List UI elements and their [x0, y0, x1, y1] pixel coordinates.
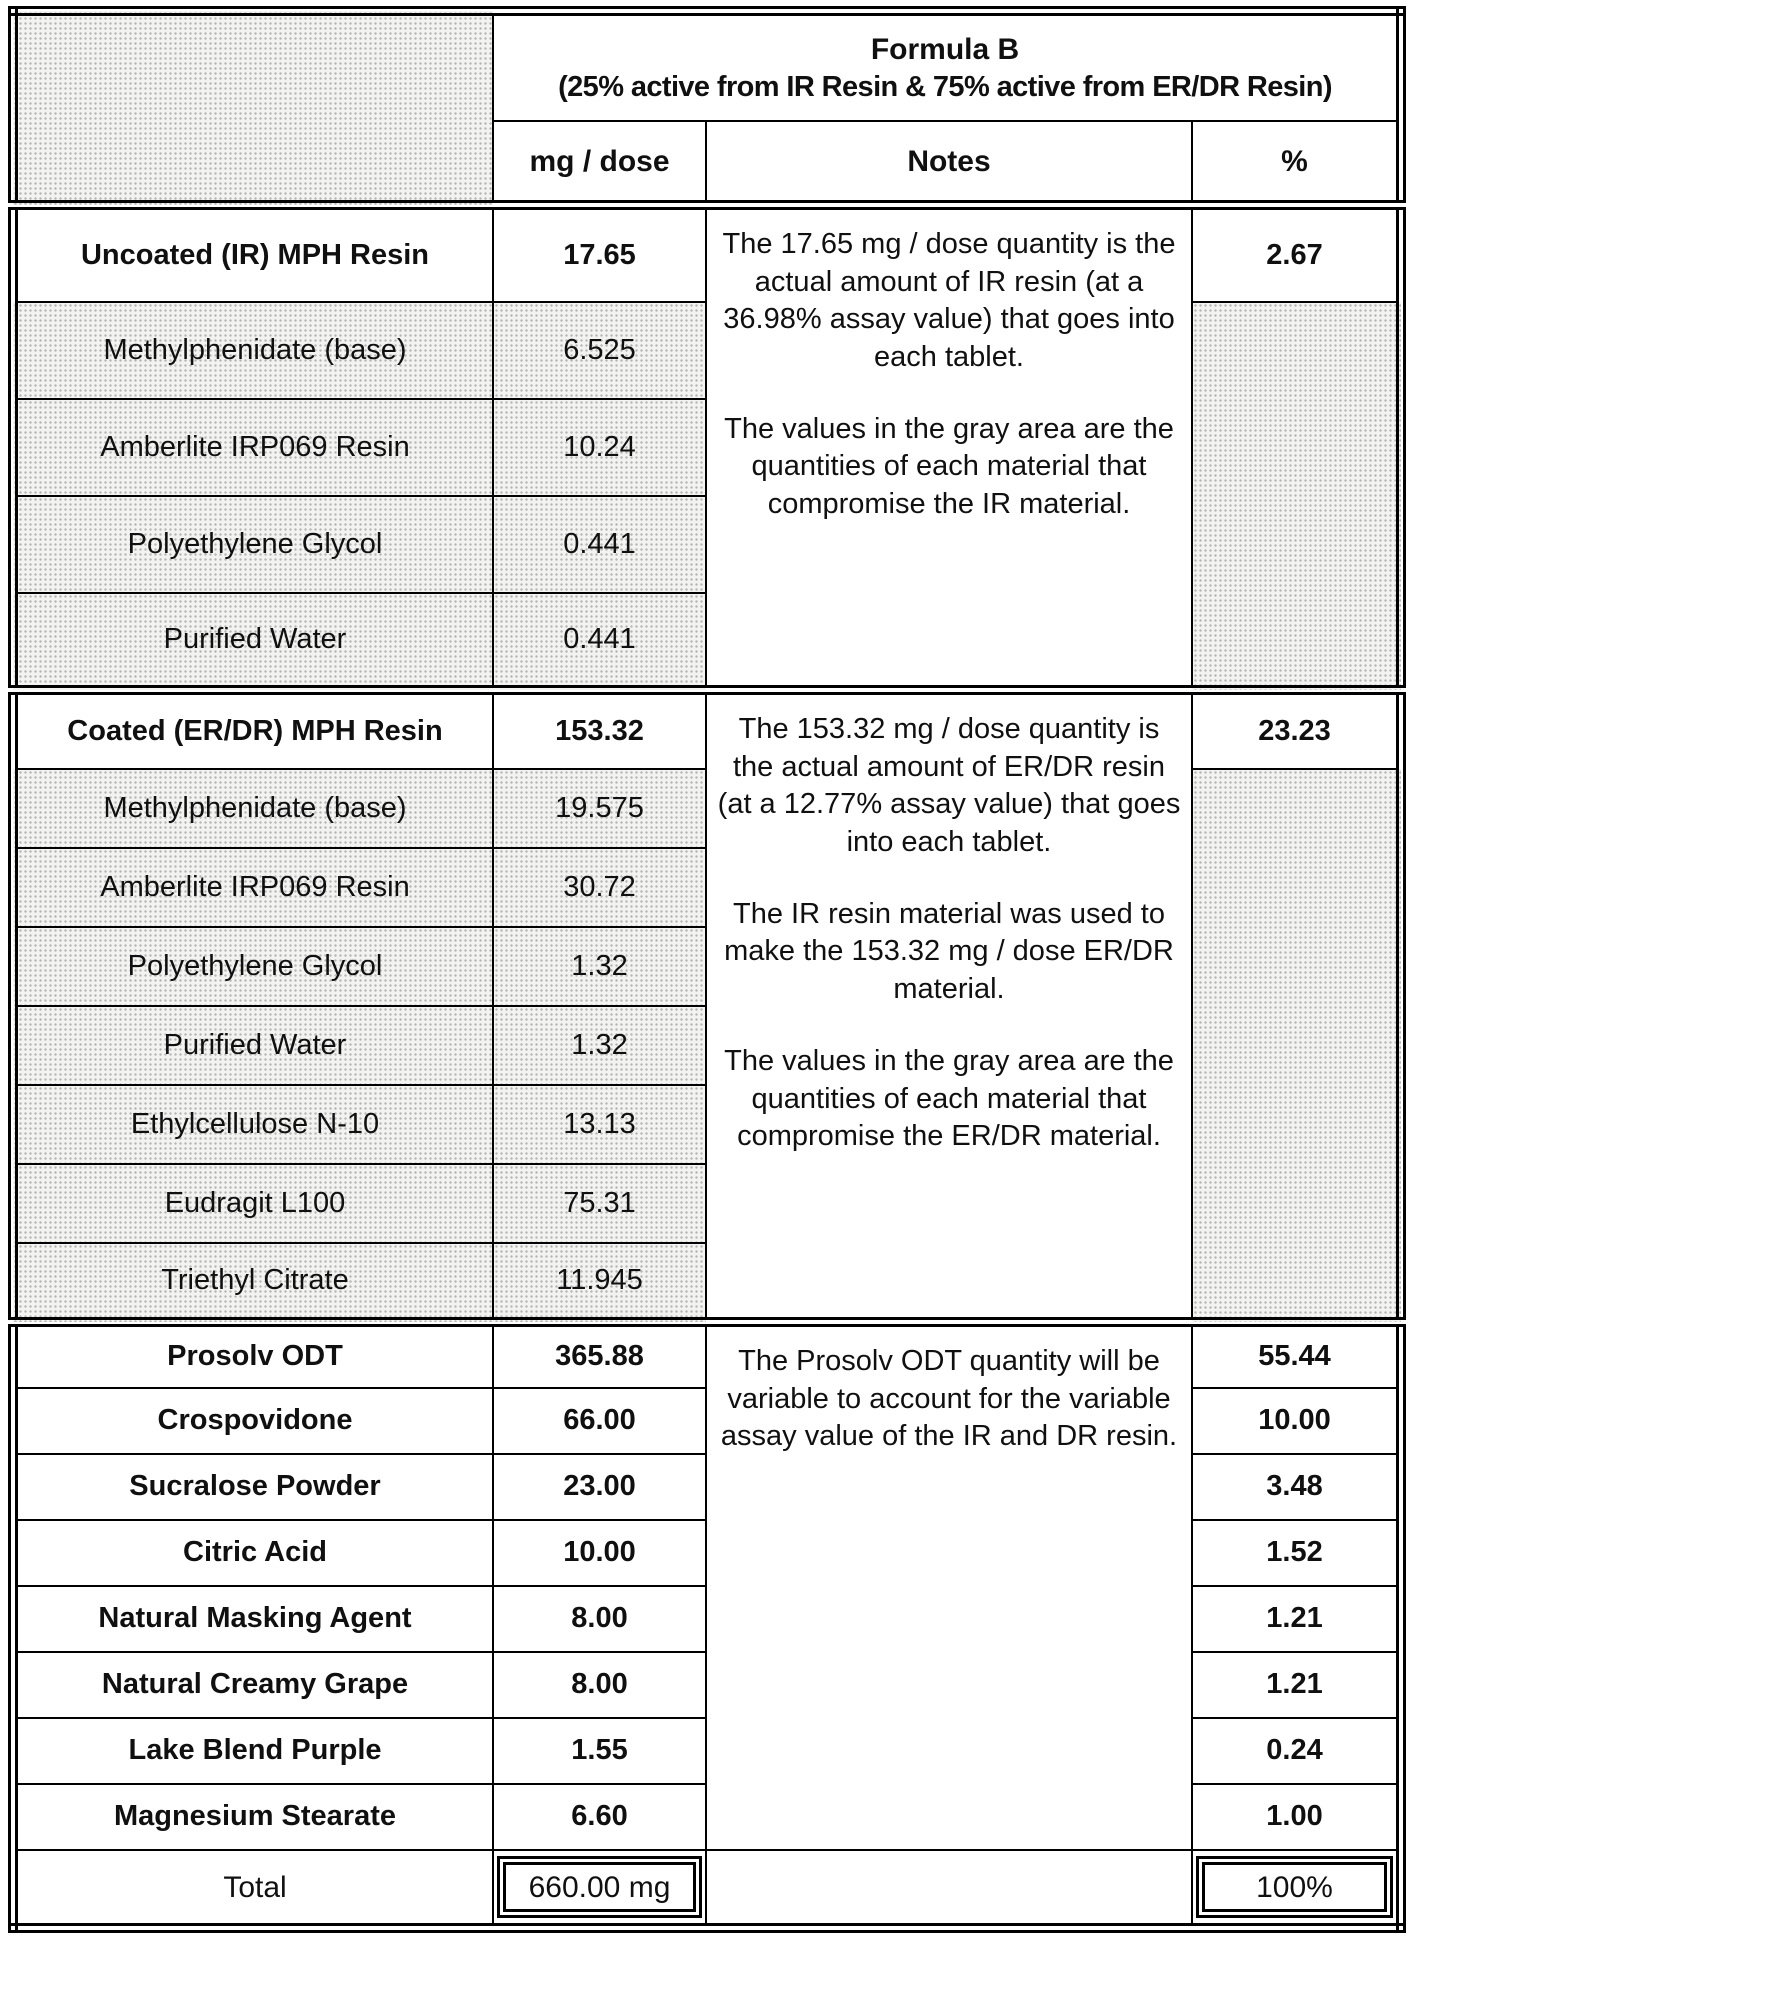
ingredient-name: Coated (ER/DR) MPH Resin — [13, 690, 493, 769]
ingredient-name: Natural Creamy Grape — [13, 1652, 493, 1718]
ingredient-name: Amberlite IRP069 Resin — [13, 399, 493, 496]
total-mg-cell — [493, 1850, 706, 1928]
mg-per-dose-value: 10.24 — [493, 399, 706, 496]
mg-per-dose-value: 0.441 — [493, 496, 706, 593]
table-row — [13, 205, 1401, 302]
mg-per-dose-value: 1.32 — [493, 927, 706, 1006]
mg-per-dose-value: 23.00 — [493, 1454, 706, 1520]
mg-per-dose-value: 1.32 — [493, 1006, 706, 1085]
section-excipients — [13, 1322, 1401, 1850]
percent-value: 1.00 — [1192, 1784, 1401, 1850]
mg-per-dose-value: 6.525 — [493, 302, 706, 399]
total-percent-cell — [1192, 1850, 1401, 1928]
percent-value: 1.52 — [1192, 1520, 1401, 1586]
title-row — [13, 11, 1401, 121]
note-paragraph: The values in the gray area are the quantities of each material that compromise the ER/DR material. — [724, 1044, 1174, 1153]
note-paragraph: The 153.32 mg / dose quantity is the actual amount of ER/DR resin (at a 12.77% assay value) that goes into each tablet. — [717, 713, 1181, 859]
percent-value: 55.44 — [1192, 1322, 1401, 1388]
total-percent-value: 100% — [1196, 1856, 1393, 1918]
section-erdr-resin — [13, 690, 1401, 1322]
ingredient-name: Triethyl Citrate — [13, 1243, 493, 1322]
total-notes-empty-cell — [706, 1850, 1192, 1928]
percent-value: 10.00 — [1192, 1388, 1401, 1454]
table-row — [13, 1322, 1401, 1388]
table-title-cell — [493, 11, 1401, 121]
mg-per-dose-value: 0.441 — [493, 593, 706, 690]
section-excipients-notes — [706, 1322, 1192, 1850]
total-row — [13, 1850, 1401, 1928]
section-ir-resin — [13, 205, 1401, 690]
mg-per-dose-value: 10.00 — [493, 1520, 706, 1586]
note-paragraph: The Prosolv ODT quantity will be variable to account for the variable assay value of the IR and DR resin. — [720, 1345, 1178, 1453]
ingredient-name: Citric Acid — [13, 1520, 493, 1586]
percent-value: 0.24 — [1192, 1718, 1401, 1784]
mg-per-dose-value: 19.575 — [493, 769, 706, 848]
mg-per-dose-value: 30.72 — [493, 848, 706, 927]
percent-gray-area — [1192, 302, 1401, 690]
total-mg-value: 660.00 mg — [497, 1856, 702, 1918]
ingredient-name: Methylphenidate (base) — [13, 769, 493, 848]
ingredient-name: Polyethylene Glycol — [13, 496, 493, 593]
mg-per-dose-value: 66.00 — [493, 1388, 706, 1454]
percent-gray-area — [1192, 769, 1401, 1322]
ingredient-name: Crospovidone — [13, 1388, 493, 1454]
percent-value: 1.21 — [1192, 1652, 1401, 1718]
title-line1: Formula B — [870, 32, 1020, 66]
total-label: Total — [13, 1850, 493, 1928]
col-header-notes: Notes — [706, 121, 1192, 205]
ingredient-name: Sucralose Powder — [13, 1454, 493, 1520]
mg-per-dose-value: 11.945 — [493, 1243, 706, 1322]
percent-value: 1.21 — [1192, 1586, 1401, 1652]
corner-gray-cell — [13, 11, 493, 205]
scanned-formula-sheet — [8, 6, 1406, 1933]
ingredient-name: Ethylcellulose N-10 — [13, 1085, 493, 1164]
mg-per-dose-value: 6.60 — [493, 1784, 706, 1850]
mg-per-dose-value: 8.00 — [493, 1586, 706, 1652]
percent-value: 3.48 — [1192, 1454, 1401, 1520]
section-erdr-notes — [706, 690, 1192, 1322]
ingredient-name: Natural Masking Agent — [13, 1586, 493, 1652]
formula-b-table — [8, 6, 1406, 1933]
mg-per-dose-value: 75.31 — [493, 1164, 706, 1243]
table-header — [13, 11, 1401, 205]
note-paragraph: The IR resin material was used to make the 153.32 mg / dose ER/DR material. — [724, 897, 1174, 1006]
ingredient-name: Uncoated (IR) MPH Resin — [13, 205, 493, 302]
mg-per-dose-value: 13.13 — [493, 1085, 706, 1164]
ingredient-name: Purified Water — [13, 1006, 493, 1085]
ingredient-name: Prosolv ODT — [13, 1322, 493, 1388]
mg-per-dose-value: 8.00 — [493, 1652, 706, 1718]
ingredient-name: Amberlite IRP069 Resin — [13, 848, 493, 927]
mg-per-dose-value: 17.65 — [493, 205, 706, 302]
ingredient-name: Magnesium Stearate — [13, 1784, 493, 1850]
ingredient-name: Methylphenidate (base) — [13, 302, 493, 399]
total-section — [13, 1850, 1401, 1928]
col-header-percent: % — [1192, 121, 1401, 205]
ingredient-name: Purified Water — [13, 593, 493, 690]
percent-value: 23.23 — [1192, 690, 1401, 769]
note-paragraph: The 17.65 mg / dose quantity is the actual amount of IR resin (at a 36.98% assay value) that goes into each tablet. — [722, 228, 1176, 374]
title-line2: (25% active from IR Resin & 75% active from ER/DR Resin) — [558, 70, 1332, 103]
mg-per-dose-value: 1.55 — [493, 1718, 706, 1784]
note-paragraph: The values in the gray area are the quantities of each material that compromise the IR material. — [724, 412, 1174, 521]
percent-value: 2.67 — [1192, 205, 1401, 302]
section-ir-notes — [706, 205, 1192, 690]
ingredient-name: Polyethylene Glycol — [13, 927, 493, 1006]
ingredient-name: Eudragit L100 — [13, 1164, 493, 1243]
mg-per-dose-value: 153.32 — [493, 690, 706, 769]
table-row — [13, 690, 1401, 769]
mg-per-dose-value: 365.88 — [493, 1322, 706, 1388]
col-header-mg-dose: mg / dose — [493, 121, 706, 205]
ingredient-name: Lake Blend Purple — [13, 1718, 493, 1784]
